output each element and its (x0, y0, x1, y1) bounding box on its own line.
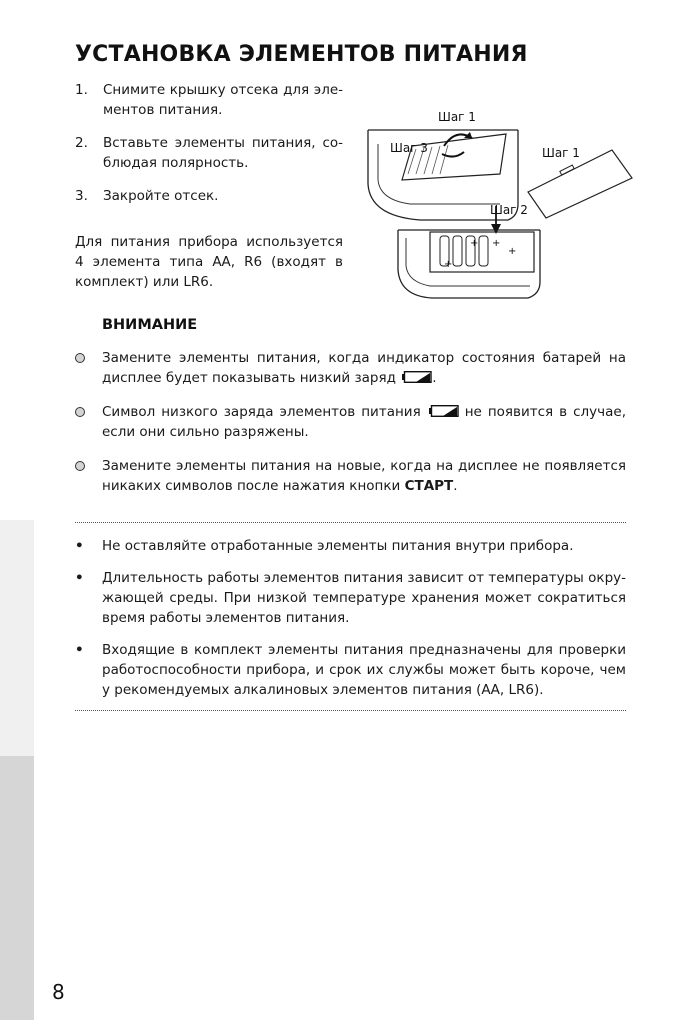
sidebar-tab-dark (0, 756, 34, 1020)
low-battery-icon (429, 405, 459, 417)
battery-type-note: Для питания прибора используется 4 элемента типа АА, R6 (входят в комплект) или LR6. (75, 233, 343, 290)
step1-right-label: Шаг 1 (542, 146, 580, 160)
attention-list (75, 348, 626, 510)
low-battery-icon (402, 371, 432, 383)
step-item (75, 133, 343, 173)
svg-text:+: + (444, 259, 453, 270)
list-item: Символ низкого заряда элементов питания не появится в случае, если они сильно разряжены. (75, 402, 626, 442)
list-item: Замените элементы питания, когда индикатор состояния батарей на дисплее будет показывать низкий заряд . (75, 348, 626, 388)
page-title: УСТАНОВКА ЭЛЕМЕНТОВ ПИТАНИЯ (75, 42, 528, 67)
bullet-icon: • (75, 642, 84, 658)
step-item (75, 186, 343, 206)
list-item (75, 640, 626, 700)
note-text: Не оставляйте отработанные элементы питания внутри прибора. (102, 538, 574, 554)
list-item (75, 568, 626, 628)
step-item (75, 80, 343, 120)
attention-heading: ВНИМАНИЕ (102, 317, 198, 333)
list-item: Замените элементы питания на новые, когда на дисплее не появляется никаких символов после нажатия кнопки СТАРТ. (75, 456, 626, 496)
start-button-label: СТАРТ (404, 478, 454, 494)
bullet-icon: • (75, 538, 84, 554)
divider-dotted (75, 522, 626, 523)
note-text: Длительность работы элементов питания зависит от температуры окру-жающей среды. При низкой температуре хранения может сократиться время работы элементов питания. (102, 570, 626, 626)
step-text: Снимите крышку отсека для эле-ментов питания. (103, 82, 343, 118)
steps-list (75, 80, 343, 219)
step2-label: Шаг 2 (490, 203, 528, 217)
circle-bullet-icon (75, 456, 102, 496)
warning-text: Замените элементы питания на новые, когда на дисплее не появляется никаких символов после нажатия кнопки (102, 458, 626, 494)
circle-bullet-icon (75, 348, 102, 388)
battery-cell (453, 236, 462, 266)
svg-text:+: + (470, 238, 479, 249)
bullet-icon: • (75, 570, 84, 586)
notes-list (75, 536, 626, 712)
sidebar-tab-light (0, 520, 34, 756)
battery-install-diagram (360, 104, 645, 304)
step-text: Вставьте элементы питания, со-блюдая полярность. (103, 135, 343, 171)
step-number: 3. (75, 188, 88, 204)
warning-text: Символ низкого заряда элементов питания (102, 404, 421, 420)
svg-text:+: + (508, 246, 517, 257)
svg-text:+: + (492, 238, 501, 249)
note-text: Входящие в комплект элементы питания предназначены для проверки работоспособности прибора, и срок их службы может быть короче, чем у рекомендуемых алкалиновых элементов питания (АА, LR6). (102, 642, 626, 698)
step-number: 1. (75, 82, 88, 98)
battery-cell (479, 236, 488, 266)
warning-text: Замените элементы питания, когда индикатор состояния батарей на дисплее будет показывать низкий заряд (102, 350, 626, 386)
circle-bullet-icon (75, 402, 102, 442)
step1-top-label: Шаг 1 (438, 110, 476, 124)
list-item (75, 536, 626, 556)
battery-cover-detached (528, 150, 632, 218)
divider-dotted (75, 710, 626, 711)
step-text: Закройте отсек. (103, 188, 219, 204)
step-number: 2. (75, 135, 88, 151)
page-number: 8 (52, 980, 65, 1004)
step3-label: Шаг 3 (390, 141, 428, 155)
